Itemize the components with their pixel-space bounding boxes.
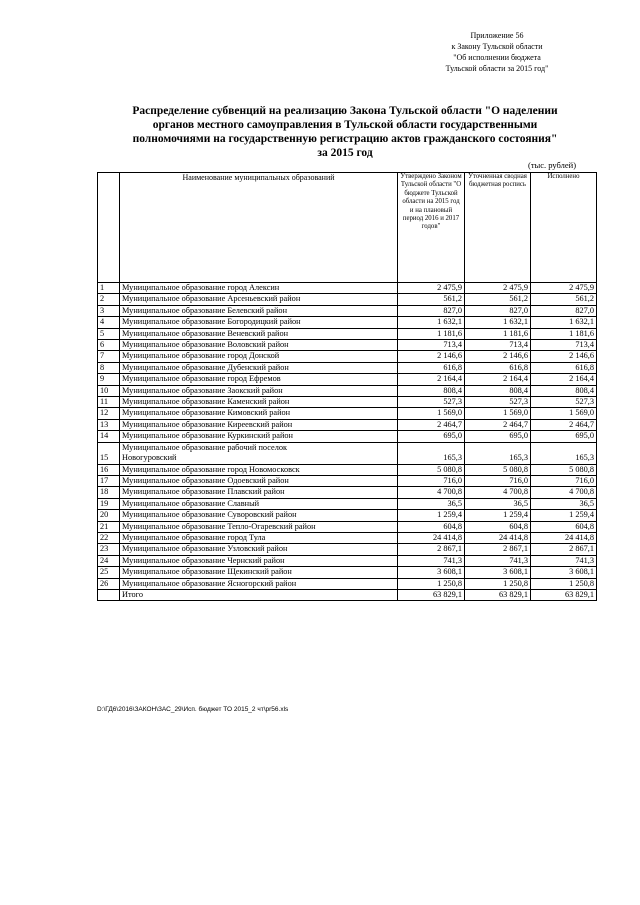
- table-row: [98, 317, 597, 328]
- annex-block: [392, 30, 602, 74]
- row-executed: 1 250,8: [531, 578, 597, 589]
- row-executed: 695,0: [531, 431, 597, 442]
- row-executed: 5 080,8: [531, 464, 597, 475]
- row-name-line: Муниципальное образование Арсеньевский район: [122, 294, 301, 304]
- row-approved: 1 250,8: [398, 578, 465, 589]
- row-revised: 2 146,6: [465, 351, 531, 362]
- row-name-line: Муниципальное образование город Новомосковск: [122, 464, 300, 474]
- row-name: [120, 487, 398, 498]
- table-row: [98, 521, 597, 532]
- row-executed: 1 259,4: [531, 510, 597, 521]
- row-index: 25: [98, 567, 120, 578]
- header-revised: Уточненная сводная бюджетная роспись: [465, 173, 531, 283]
- row-index: 22: [98, 532, 120, 543]
- row-name: [120, 351, 398, 362]
- row-name-line: Муниципальное образование Белевский район: [122, 305, 288, 315]
- annex-line-4: Тульской области за 2015 год": [445, 64, 549, 73]
- row-executed: 1 632,1: [531, 317, 597, 328]
- row-revised: 2 164,4: [465, 374, 531, 385]
- row-name: [120, 397, 398, 408]
- row-index: 1: [98, 283, 120, 294]
- row-name: [120, 532, 398, 543]
- row-approved: 527,3: [398, 397, 465, 408]
- table-row: [98, 555, 597, 566]
- table-row: [98, 340, 597, 351]
- row-approved: 5 080,8: [398, 464, 465, 475]
- row-name-line: Муниципальное образование Куркинский район: [122, 431, 293, 441]
- row-executed: 2 146,6: [531, 351, 597, 362]
- row-executed: 2 164,4: [531, 374, 597, 385]
- row-revised: 561,2: [465, 294, 531, 305]
- row-index: 10: [98, 385, 120, 396]
- row-approved: 165,3: [398, 442, 465, 464]
- row-index: 21: [98, 521, 120, 532]
- row-approved: 561,2: [398, 294, 465, 305]
- row-name-line: Муниципальное образование Киреевский район: [122, 419, 293, 429]
- row-approved: 4 700,8: [398, 487, 465, 498]
- table-row: [98, 442, 597, 464]
- row-name-line: Муниципальное образование Плавский район: [122, 487, 285, 497]
- row-revised: 808,4: [465, 385, 531, 396]
- row-approved: 24 414,8: [398, 532, 465, 543]
- row-index: 15: [98, 442, 120, 464]
- header-name: Наименование муниципальных образований: [120, 173, 398, 283]
- row-name: [120, 510, 398, 521]
- units-label: (тыс. рублей): [528, 160, 577, 170]
- row-revised: 1 181,6: [465, 328, 531, 339]
- row-name-line: Муниципальное образование Узловский район: [122, 544, 288, 554]
- row-name: [120, 283, 398, 294]
- row-index: 16: [98, 464, 120, 475]
- row-index: 11: [98, 397, 120, 408]
- row-index: 19: [98, 498, 120, 509]
- row-name: [120, 294, 398, 305]
- row-name-line: Муниципальное образование Щекинский район: [122, 567, 292, 577]
- row-name: [120, 305, 398, 316]
- row-name-line: Муниципальное образование Воловский район: [122, 340, 289, 350]
- row-revised: 716,0: [465, 475, 531, 486]
- row-index: 18: [98, 487, 120, 498]
- row-revised: 604,8: [465, 521, 531, 532]
- row-revised: 36,5: [465, 498, 531, 509]
- row-name-line: Муниципальное образование город Алексин: [122, 283, 280, 292]
- table-body: [98, 283, 597, 590]
- table-row: [98, 487, 597, 498]
- row-name-line: Муниципальное образование Суворовский район: [122, 510, 297, 520]
- total-row: [98, 589, 597, 600]
- row-index: 7: [98, 351, 120, 362]
- row-name-line: Муниципальное образование Одоевский район: [122, 475, 289, 485]
- table-row: [98, 431, 597, 442]
- row-revised: 1 250,8: [465, 578, 531, 589]
- table-row: [98, 567, 597, 578]
- title-line-3: полномочиями на государственную регистрацию актов гражданского состояния": [132, 133, 558, 145]
- row-index: 6: [98, 340, 120, 351]
- total-label: Итого: [120, 589, 398, 600]
- row-name: [120, 374, 398, 385]
- row-approved: 1 632,1: [398, 317, 465, 328]
- row-executed: 2 464,7: [531, 419, 597, 430]
- row-name-line: Муниципальное образование Славный: [122, 498, 260, 508]
- row-index: 14: [98, 431, 120, 442]
- table-row: [98, 328, 597, 339]
- row-executed: 827,0: [531, 305, 597, 316]
- row-index: 3: [98, 305, 120, 316]
- row-name: [120, 544, 398, 555]
- row-name: [120, 419, 398, 430]
- row-approved: 713,4: [398, 340, 465, 351]
- row-index: 26: [98, 578, 120, 589]
- table-row: [98, 397, 597, 408]
- table-row: [98, 374, 597, 385]
- row-index: 8: [98, 362, 120, 373]
- table-row: [98, 544, 597, 555]
- row-approved: 716,0: [398, 475, 465, 486]
- row-name: [120, 442, 398, 464]
- row-executed: 2 867,1: [531, 544, 597, 555]
- table-row: [98, 283, 597, 294]
- row-approved: 2 867,1: [398, 544, 465, 555]
- row-executed: 713,4: [531, 340, 597, 351]
- row-index: 5: [98, 328, 120, 339]
- row-name: [120, 555, 398, 566]
- table-header-row: [98, 173, 597, 283]
- table-row: [98, 419, 597, 430]
- row-name: [120, 340, 398, 351]
- row-name: [120, 408, 398, 419]
- row-name: [120, 385, 398, 396]
- row-name-line: Муниципальное образование Веневский район: [122, 328, 289, 338]
- table-row: [98, 510, 597, 521]
- title-line-2: органов местного самоуправления в Тульской области государственными: [152, 119, 538, 131]
- table-row: [98, 408, 597, 419]
- row-revised: 1 259,4: [465, 510, 531, 521]
- total-index: [98, 589, 120, 600]
- row-revised: 1 569,0: [465, 408, 531, 419]
- row-executed: 808,4: [531, 385, 597, 396]
- row-index: 2: [98, 294, 120, 305]
- row-index: 13: [98, 419, 120, 430]
- row-approved: 2 464,7: [398, 419, 465, 430]
- row-executed: 36,5: [531, 498, 597, 509]
- row-name-line: Муниципальное образование город Донской: [122, 351, 280, 361]
- row-revised: 827,0: [465, 305, 531, 316]
- table-row: [98, 362, 597, 373]
- row-revised: 2 464,7: [465, 419, 531, 430]
- row-name: [120, 362, 398, 373]
- row-index: 24: [98, 555, 120, 566]
- row-revised: 1 632,1: [465, 317, 531, 328]
- title-line-1: Распределение субвенций на реализацию Закона Тульской области "О наделении: [132, 105, 558, 117]
- row-revised: 741,3: [465, 555, 531, 566]
- header-index: [98, 173, 120, 283]
- row-executed: 604,8: [531, 521, 597, 532]
- annex-line-2: к Закону Тульской области: [451, 42, 543, 51]
- row-approved: 741,3: [398, 555, 465, 566]
- row-index: 20: [98, 510, 120, 521]
- row-name-line: Муниципальное образование город Тула: [122, 532, 266, 542]
- table-row: [98, 294, 597, 305]
- subsidy-table: [97, 172, 597, 601]
- table-row: [98, 498, 597, 509]
- row-name: [120, 464, 398, 475]
- row-approved: 36,5: [398, 498, 465, 509]
- row-approved: 3 608,1: [398, 567, 465, 578]
- row-name-line: Муниципальное образование Чернский район: [122, 555, 285, 565]
- header-executed: Исполнено: [531, 173, 597, 283]
- row-executed: 1 569,0: [531, 408, 597, 419]
- table-row: [98, 464, 597, 475]
- row-name-line: Муниципальное образование Ясногорский район: [122, 578, 297, 588]
- row-approved: 1 181,6: [398, 328, 465, 339]
- row-executed: 716,0: [531, 475, 597, 486]
- row-name: [120, 328, 398, 339]
- row-name-line: Муниципальное образование Каменский район: [122, 397, 290, 407]
- table-row: [98, 385, 597, 396]
- row-executed: 1 181,6: [531, 328, 597, 339]
- row-approved: 616,8: [398, 362, 465, 373]
- row-revised: 2 867,1: [465, 544, 531, 555]
- row-revised: 24 414,8: [465, 532, 531, 543]
- table-row: [98, 475, 597, 486]
- row-approved: 2 164,4: [398, 374, 465, 385]
- row-name-line: Муниципальное образование рабочий поселок: [122, 442, 288, 452]
- row-executed: 561,2: [531, 294, 597, 305]
- row-approved: 1 569,0: [398, 408, 465, 419]
- row-index: 4: [98, 317, 120, 328]
- title-line-4: за 2015 год: [317, 147, 373, 159]
- row-approved: 2 146,6: [398, 351, 465, 362]
- file-path-footer: D:\ГД6\2016\ЗАКОН\ЗАС_29\Исп. бюджет ТО 2015_2 чт\pr56.xls: [97, 706, 289, 713]
- row-name: [120, 317, 398, 328]
- table-row: [98, 305, 597, 316]
- row-index: 9: [98, 374, 120, 385]
- row-name: [120, 475, 398, 486]
- row-name: [120, 578, 398, 589]
- row-revised: 616,8: [465, 362, 531, 373]
- row-name-line: Муниципальное образование Заокский район: [122, 385, 283, 395]
- row-executed: 4 700,8: [531, 487, 597, 498]
- row-revised: 165,3: [465, 442, 531, 464]
- row-name: [120, 521, 398, 532]
- row-name-line-2: Новогуровский: [122, 453, 177, 463]
- row-approved: 604,8: [398, 521, 465, 532]
- row-approved: 808,4: [398, 385, 465, 396]
- row-revised: 3 608,1: [465, 567, 531, 578]
- header-approved: Утверждено Законом Тульской области "О бюджете Тульской области на 2015 год и на плановый период 2016 и 2017 годов": [398, 173, 465, 283]
- row-revised: 2 475,9: [465, 283, 531, 294]
- row-executed: 616,8: [531, 362, 597, 373]
- row-name: [120, 431, 398, 442]
- row-name: [120, 498, 398, 509]
- row-index: 23: [98, 544, 120, 555]
- row-approved: 2 475,9: [398, 283, 465, 294]
- row-name-line: Муниципальное образование Дубенский район: [122, 362, 289, 372]
- total-revised: 63 829,1: [465, 589, 531, 600]
- row-revised: 5 080,8: [465, 464, 531, 475]
- row-name-line: Муниципальное образование Кимовский район: [122, 408, 291, 418]
- row-executed: 527,3: [531, 397, 597, 408]
- row-name-line: Муниципальное образование Богородицкий район: [122, 317, 301, 327]
- row-name: [120, 567, 398, 578]
- row-executed: 24 414,8: [531, 532, 597, 543]
- row-executed: 165,3: [531, 442, 597, 464]
- row-executed: 741,3: [531, 555, 597, 566]
- row-index: 17: [98, 475, 120, 486]
- row-index: 12: [98, 408, 120, 419]
- row-approved: 827,0: [398, 305, 465, 316]
- row-approved: 695,0: [398, 431, 465, 442]
- row-name-line: Муниципальное образование город Ефремов: [122, 374, 281, 384]
- row-executed: 3 608,1: [531, 567, 597, 578]
- table-row: [98, 351, 597, 362]
- row-approved: 1 259,4: [398, 510, 465, 521]
- table-row: [98, 532, 597, 543]
- total-approved: 63 829,1: [398, 589, 465, 600]
- table-row: [98, 578, 597, 589]
- row-revised: 527,3: [465, 397, 531, 408]
- row-revised: 713,4: [465, 340, 531, 351]
- document-title: [100, 104, 590, 160]
- row-revised: 4 700,8: [465, 487, 531, 498]
- total-executed: 63 829,1: [531, 589, 597, 600]
- annex-line-1: Приложение 56: [470, 31, 524, 40]
- row-revised: 695,0: [465, 431, 531, 442]
- row-executed: 2 475,9: [531, 283, 597, 294]
- annex-line-3: "Об исполнении бюджета: [453, 53, 541, 62]
- row-name-line: Муниципальное образование Тепло-Огаревский район: [122, 521, 316, 531]
